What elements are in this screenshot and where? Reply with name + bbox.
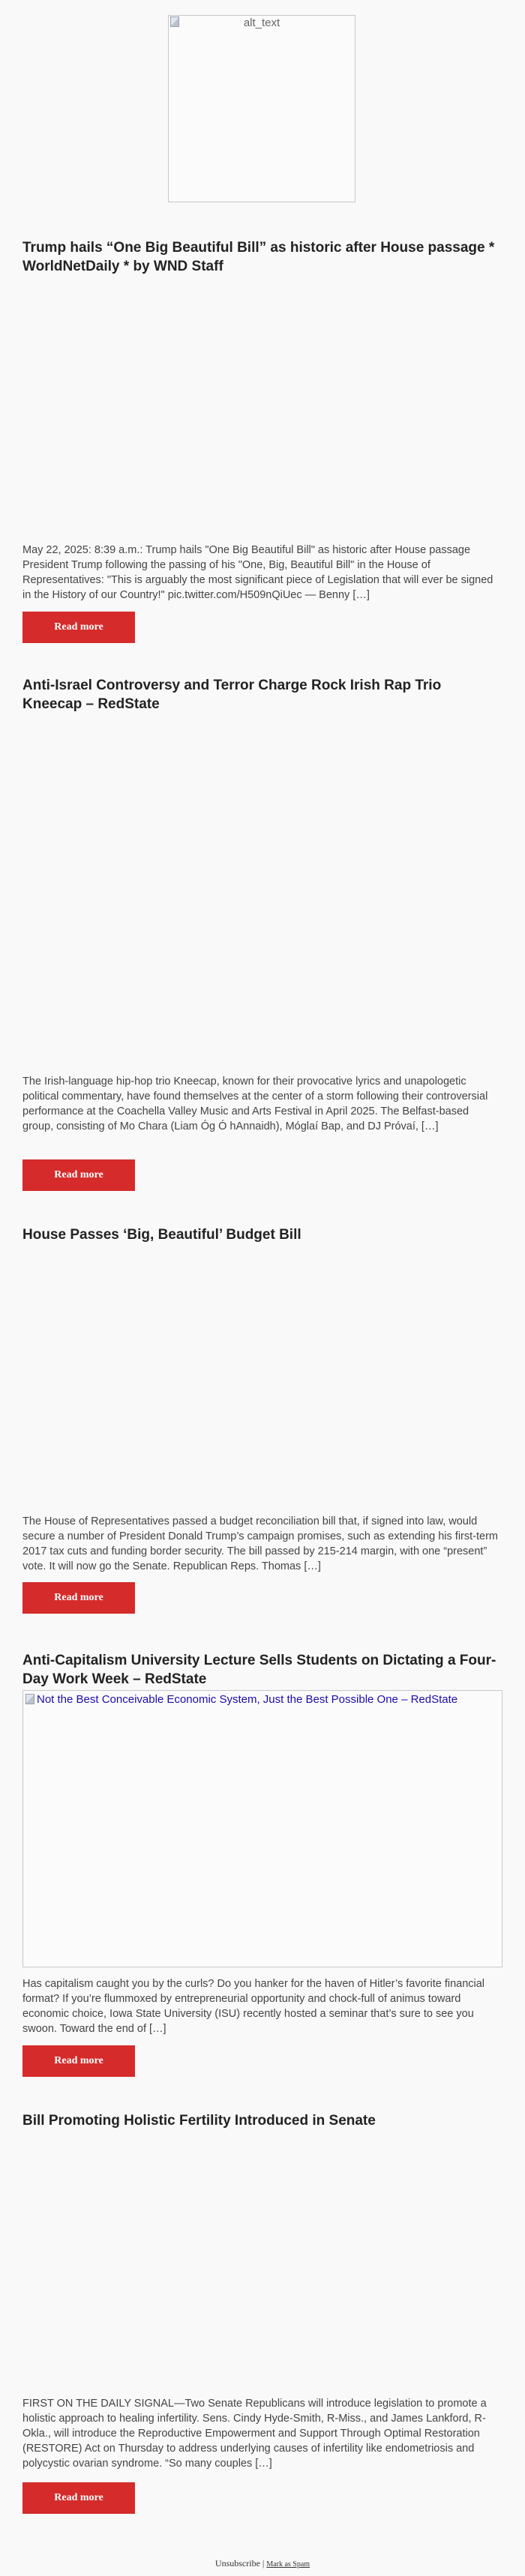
logo-alt-text: alt_text [243, 16, 280, 29]
article-3 [22, 1225, 502, 1630]
article-media [22, 288, 502, 535]
footer [0, 2558, 525, 2569]
mark-as-spam-link[interactable]: Mark as Spam [266, 2560, 310, 2569]
header-logo [168, 15, 356, 202]
article-2 [22, 676, 502, 1193]
read-more-button[interactable]: Read more [22, 612, 135, 643]
article-4 [22, 1651, 502, 2071]
article-image[interactable] [22, 1690, 502, 1967]
unsubscribe-link[interactable]: Unsubscribe [214, 2558, 260, 2569]
article-excerpt: May 22, 2025: 8:39 a.m.: Trump hails "One Big Beautiful Bill" as historic after House passage President Trump following the passing of his "One, Big, Beautiful Bill" in the House of Representatives: "This is arguably the most significant piece of Legislation that will ever be signed in the History of our Country!" pic.twitter.com/H509nQiUec — Benny […] [22, 544, 494, 601]
article-media [22, 726, 502, 1070]
article-title[interactable]: House Passes ‘Big, Beautiful’ Budget Bill [22, 1227, 302, 1243]
article-5 [22, 2111, 502, 2531]
read-more-button[interactable]: Read more [22, 1159, 135, 1191]
article-media [22, 1255, 502, 1533]
read-more-button[interactable]: Read more [22, 2045, 135, 2077]
read-more-button[interactable]: Read more [22, 1582, 135, 1614]
article-excerpt: FIRST ON THE DAILY SIGNAL—Two Senate Republicans will introduce legislation to promote a holistic approach to healing infertility. Sens. Cindy Hyde-Smith, R-Miss., and James Lankford, R-Okla., will introduce the Reproductive Empowerment and Support Through Optimal Restoration (RESTORE) Act on Thursday to address underlying causes of infertility like endometriosis and polycystic ovarian syndrome. “So many couples […] [22, 2398, 487, 2470]
read-more-button[interactable]: Read more [22, 2482, 135, 2514]
footer-separator: | [262, 2558, 265, 2569]
article-title[interactable]: Trump hails “One Big Beautiful Bill” as historic after House passage * WorldNetDaily * by WND Staff [22, 240, 495, 274]
article-1 [22, 238, 502, 643]
article-excerpt: The House of Representatives passed a budget reconciliation bill that, if signed into law, would secure a number of President Donald Trump’s campaign promises, such as extending his first-term 2017 tax cuts and funding border security. The bill passed by 215-214 margin, with one “present” vote. It will now go the Senate. Republican Reps. Thomas […] [22, 1515, 498, 1572]
article-media [22, 2141, 502, 2396]
article-title[interactable]: Bill Promoting Holistic Fertility Introduced in Senate [22, 2113, 376, 2129]
article-title[interactable]: Anti-Israel Controversy and Terror Charge Rock Irish Rap Trio Kneecap – RedState [22, 678, 442, 712]
broken-image-icon [26, 1694, 34, 1704]
article-title[interactable]: Anti-Capitalism University Lecture Sells Students on Dictating a Four-Day Work Week – RedState [22, 1653, 496, 1687]
article-excerpt: Has capitalism caught you by the curls? Do you hanker for the haven of Hitler’s favorite financial format? If you’re flummoxed by entrepreneurial opportunity and chock-full of animus toward economic choice, Iowa State University (ISU) recently hosted a seminar that’s sure to see you swoon. Toward the end of […] [22, 1978, 485, 2035]
article-excerpt: The Irish-language hip-hop trio Kneecap, known for their provocative lyrics and unapologetic political commentary, have found themselves at the center of a storm following their controversial performance at the Coachella Valley Music and Arts Festival in April 2025. The Belfast-based group, consisting of Mo Chara (Liam Óg Ó hAnnaidh), Móglaí Bap, and DJ Próvaí, […] [22, 1076, 488, 1132]
article-image-alt: Not the Best Conceivable Economic System, Just the Best Possible One – RedState [37, 1693, 458, 1706]
